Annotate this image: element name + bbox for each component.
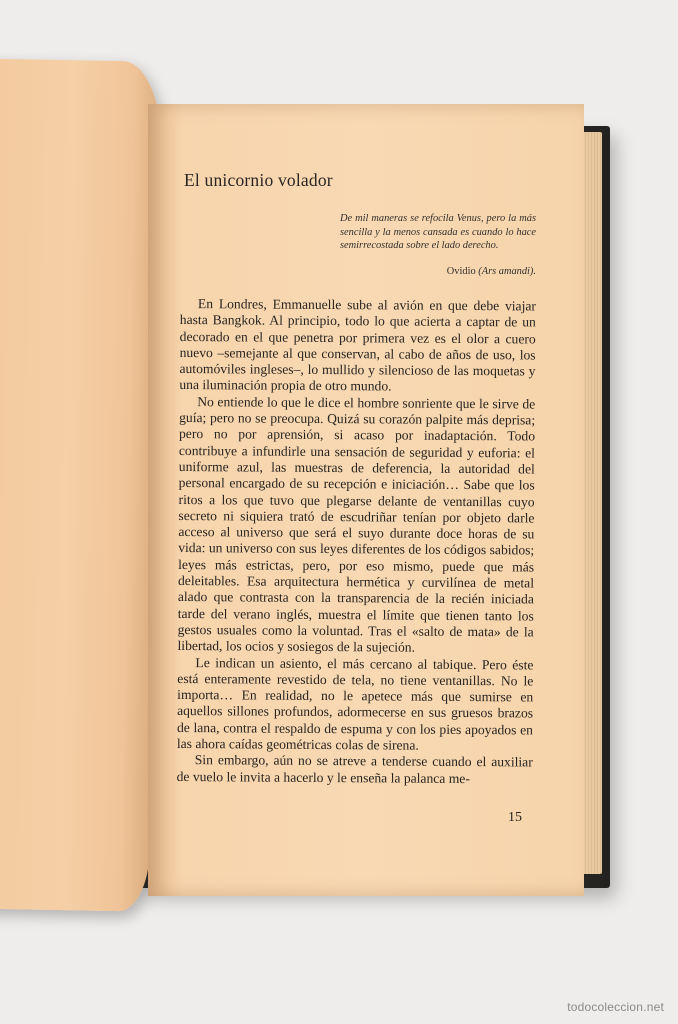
epigraph-work: (Ars amandi). [478,266,536,277]
epigraph-quote: De mil maneras se refocila Venus, pero la más sencilla y la menos cansada es cuando lo hace semirrecostada sobre el lado derecho. [340,213,536,251]
paragraph: En Londres, Emmanuelle sube al avión en que debe viajar hasta Bangkok. Al principio, todo lo que acierta a captar de un decorado en el que penetra por primera vez es el olor a cuero nuevo –semejante al que conservan, al cabo de años de uso, los automóviles ingleses–, lo mullido y silencioso de las moquetas y una iluminación propia de otro mundo. [179,296,536,394]
watermark: todocoleccion.net [567,1000,664,1014]
left-page-curl [0,58,163,911]
epigraph-author: Ovidio [446,266,476,277]
page-number: 15 [508,810,522,825]
body-text [177,296,536,787]
epigraph-attribution [340,266,536,277]
paragraph: Le indican un asiento, el más cercano al tabique. Pero éste está enteramente revestido de tela, no tiene ventanillas. No le importa… En realidad, no le apetece más que sumirse en aquellos sillones profundos, adormecerse en sus gruesos brazos de lana, contra el respaldo de espuma y con los pies apoyados en las ahora caídas geométricas colas de sirena. [176,654,534,753]
paragraph: No entiende lo que le dice el hombre sonriente que le sirve de guía; pero no se preocupa. Quizá su corazón palpite más deprisa; pero no por aprensión, si acaso por inadaptación. Todo contribuye a infundirle una sensación de seguridad y euforia: el uniforme azul, las muestras de deferencia, la autoridad del personal encargado de su recepción e iniciación… Sabe que los ritos a los que tuvo que plegarse delante de ventanillas cuyo secreto ni siquiera trató de escudriñar tenían por objeto darle acceso al universo que será el suyo durante doce horas de su vida: un universo con sus leyes diferentes de los códigos sabidos; leyes más estrictas, pero, por eso mismo, puede que más deleitables. Esa arquitectura hermética y curvilínea de metal alado que contrasta con la transparencia de la recién iniciada tarde del verano inglés, muestra el límite que tienen tanto los gestos usuales como la voluntad. Tras el «salto de mata» de la libertad, los ocios y sosiegos de la sujeción. [177,393,536,655]
chapter-title: El unicornio volador [184,170,333,190]
paragraph: Sin embargo, aún no se atreve a tenderse cuando el auxiliar de vuelo le invita a hacerlo y le enseña la palanca me- [176,752,533,786]
